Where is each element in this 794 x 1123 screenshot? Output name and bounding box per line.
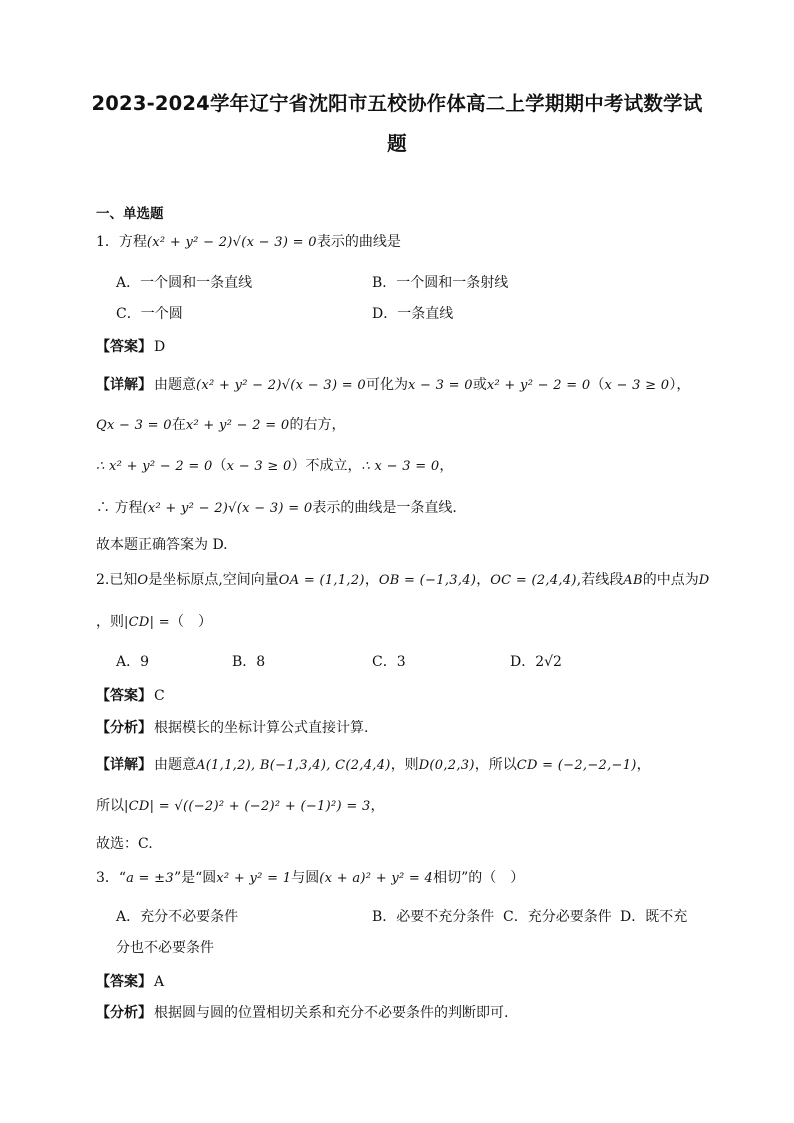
q1-detail-line-3: ∴ x² + y² − 2 = 0（x − 3 ≥ 0）不成立，∴ x − 3 = 0， <box>96 458 454 474</box>
q2-stem-line-2: ，则|CD| =（ ） <box>96 614 212 630</box>
title-line-1: 2023-2024学年辽宁省沈阳市五校协作体高二上学期期中考试数学试 <box>91 92 703 115</box>
q1-option-b: B．一个圆和一条射线 <box>372 275 509 291</box>
answer-tag: 【答案】 <box>96 688 152 704</box>
q3-option-b: B．必要不充分条件 <box>372 909 495 925</box>
q2-option-d: D．2√2 <box>510 654 562 670</box>
q3-option-d-continued: 分也不必要条件 <box>116 940 214 956</box>
analysis-tag: 【分析】 <box>96 720 152 736</box>
q2-answer: 【答案】 C <box>96 688 165 704</box>
q3-option-d: D．既不充 <box>620 909 688 925</box>
q1-detail-line-2: Qx − 3 = 0在x² + y² − 2 = 0的右方， <box>96 417 346 433</box>
q3-option-c: C．充分必要条件 <box>503 909 612 925</box>
q2-stem-line-1: 2.已知O是坐标原点,空间向量OA = (1,1,2)，OB = (−1,3,4)，OC = (2,4,4),若线段AB的中点为D <box>96 572 710 588</box>
q3-stem: 3．“a = ±3”是“圆x² + y² = 1与圆(x + a)² + y² = 4相切”的（ ） <box>96 870 525 886</box>
q1-conclusion: 故本题正确答案为 D. <box>96 537 228 553</box>
q1-option-d: D．一条直线 <box>372 306 454 322</box>
answer-tag: 【答案】 <box>96 974 152 990</box>
vector-oc: OC = (2,4,4) <box>490 573 577 588</box>
q3-analysis: 【分析】 根据圆与圆的位置相切关系和充分不必要条件的判断即可. <box>96 1005 509 1021</box>
q1-detail-line-1: 【详解】 由题意(x² + y² − 2)√(x − 3) = 0可化为x − 3 = 0或x² + y² − 2 = 0（x − 3 ≥ 0）， <box>96 377 691 393</box>
q1-stem: 1．方程(x² + y² − 2)√(x − 3) = 0表示的曲线是 <box>96 234 401 250</box>
document-title <box>80 84 714 164</box>
q2-option-b: B．8 <box>232 654 266 670</box>
q3-option-a: A．充分不必要条件 <box>116 909 239 925</box>
q2-analysis: 【分析】 根据模长的坐标计算公式直接计算. <box>96 720 369 736</box>
section-heading: 一、单选题 <box>96 206 164 222</box>
vector-ob: OB = (−1,3,4) <box>378 573 477 588</box>
q3-answer: 【答案】 A <box>96 974 165 990</box>
q2-option-a: A．9 <box>116 654 150 670</box>
title-line-2: 题 <box>387 132 407 155</box>
q2-detail-line-2: 所以|CD| = √((−2)² + (−2)² + (−1)²) = 3， <box>96 798 385 814</box>
detail-tag: 【详解】 <box>96 377 152 393</box>
q1-detail-line-4: ∴ 方程(x² + y² − 2)√(x − 3) = 0表示的曲线是一条直线. <box>96 500 457 516</box>
q1-option-c: C．一个圆 <box>116 306 183 322</box>
detail-tag: 【详解】 <box>96 757 152 773</box>
q2-detail-line-1: 【详解】 由题意A(1,1,2), B(−1,3,4), C(2,4,4)，则D(0,2,3)，所以CD = (−2,−2,−1)， <box>96 757 651 773</box>
analysis-tag: 【分析】 <box>96 1005 152 1021</box>
q2-option-c: C．3 <box>372 654 406 670</box>
answer-tag: 【答案】 <box>96 339 152 355</box>
q1-answer: 【答案】 D <box>96 339 166 355</box>
q1-equation: (x² + y² − 2)√(x − 3) = 0 <box>146 235 317 250</box>
vector-oa: OA = (1,1,2) <box>278 573 365 588</box>
q1-option-a: A．一个圆和一条直线 <box>116 275 253 291</box>
q2-conclusion: 故选：C. <box>96 836 153 852</box>
